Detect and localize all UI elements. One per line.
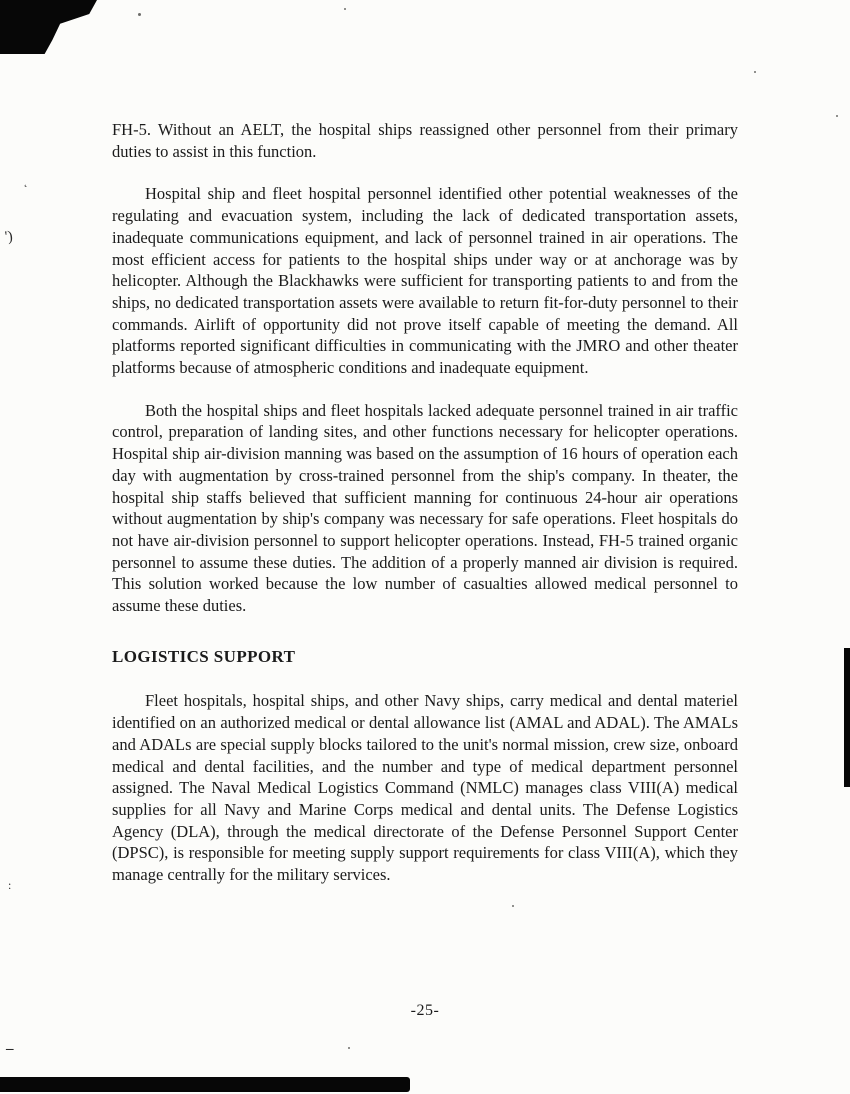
- scan-artifact-top-left-blob: [0, 0, 97, 54]
- scan-artifact-right-edge-bar: [844, 648, 850, 787]
- section-heading-logistics-support: LOGISTICS SUPPORT: [112, 646, 296, 666]
- margin-mark-paren: '): [4, 228, 14, 246]
- scan-speck: [754, 71, 756, 73]
- page-number: -25-: [410, 1002, 440, 1019]
- margin-mark-dash: –: [6, 1041, 14, 1057]
- scan-speck: [836, 115, 838, 117]
- paragraph-logistics-support: Fleet hospitals, hospital ships, and other Navy ships, carry medical and dental materiel identified on an authorized medical or dental allowance list (AMAL and ADAL). The AMALs and ADALs are special supply blocks tailored to the unit's normal mission, crew size, onboard medical and dental facilities, and the number and type of medical department personnel assigned. The Naval Medical Logistics Command (NMLC) manages class VIII(A) medical supplies for all Navy and Marine Corps medical and dental units. The Defense Logistics Agency (DLA), through the medical directorate of the Defense Personnel Support Center (DPSC), is responsible for meeting supply support requirements for class VIII(A), which they manage centrally for the military services.: [112, 691, 738, 885]
- scan-artifact-bottom-bar: [0, 1077, 410, 1092]
- paragraph-regulating-evacuation-weaknesses: Hospital ship and fleet hospital personnel identified other potential weaknesses of the regulating and evacuation system, including the lack of dedicated transportation assets, inadequate communications equipment, and lack of personnel trained in air operations. The most efficient access for patients to the hospital ships under way or at anchorage was by helicopter. Although the Blackhawks were sufficient for transporting patients to and from the ships, no dedicated transportation assets were available to return fit-for-duty personnel to their commands. Airlift of opportunity did not prove itself capable of meeting the demand. All platforms reported significant difficulties in communicating with the JMRO and other theater platforms because of atmospheric conditions and inadequate equipment.: [112, 184, 738, 378]
- scan-speck: [348, 1047, 350, 1049]
- paragraph-air-operations-manning: Both the hospital ships and fleet hospitals lacked adequate personnel trained in air traffic control, preparation of landing sites, and other functions necessary for helicopter operations. Hospital ship air-division manning was based on the assumption of 16 hours of operation each day with augmentation by cross-trained personnel from the ship's company. In theater, the hospital ship staffs believed that sufficient manning for continuous 24-hour air operations without augmentation by ship's company was necessary for safe operations. Fleet hospitals do not have air-division personnel to support helicopter operations. Instead, FH-5 trained organic personnel to assume these duties. The addition of a properly manned air division is required. This solution worked because the low number of casualties allowed medical personnel to assume these duties.: [112, 400, 738, 616]
- margin-mark-tick: ˛: [24, 176, 28, 188]
- scan-speck: [344, 8, 346, 10]
- paragraph-fh5-continuation: FH-5. Without an AELT, the hospital ships reassigned other personnel from their primary duties to assist in this function.: [112, 120, 738, 161]
- scan-speck: [138, 13, 141, 16]
- document-body: [112, 119, 738, 907]
- margin-mark-colon: :: [8, 878, 12, 892]
